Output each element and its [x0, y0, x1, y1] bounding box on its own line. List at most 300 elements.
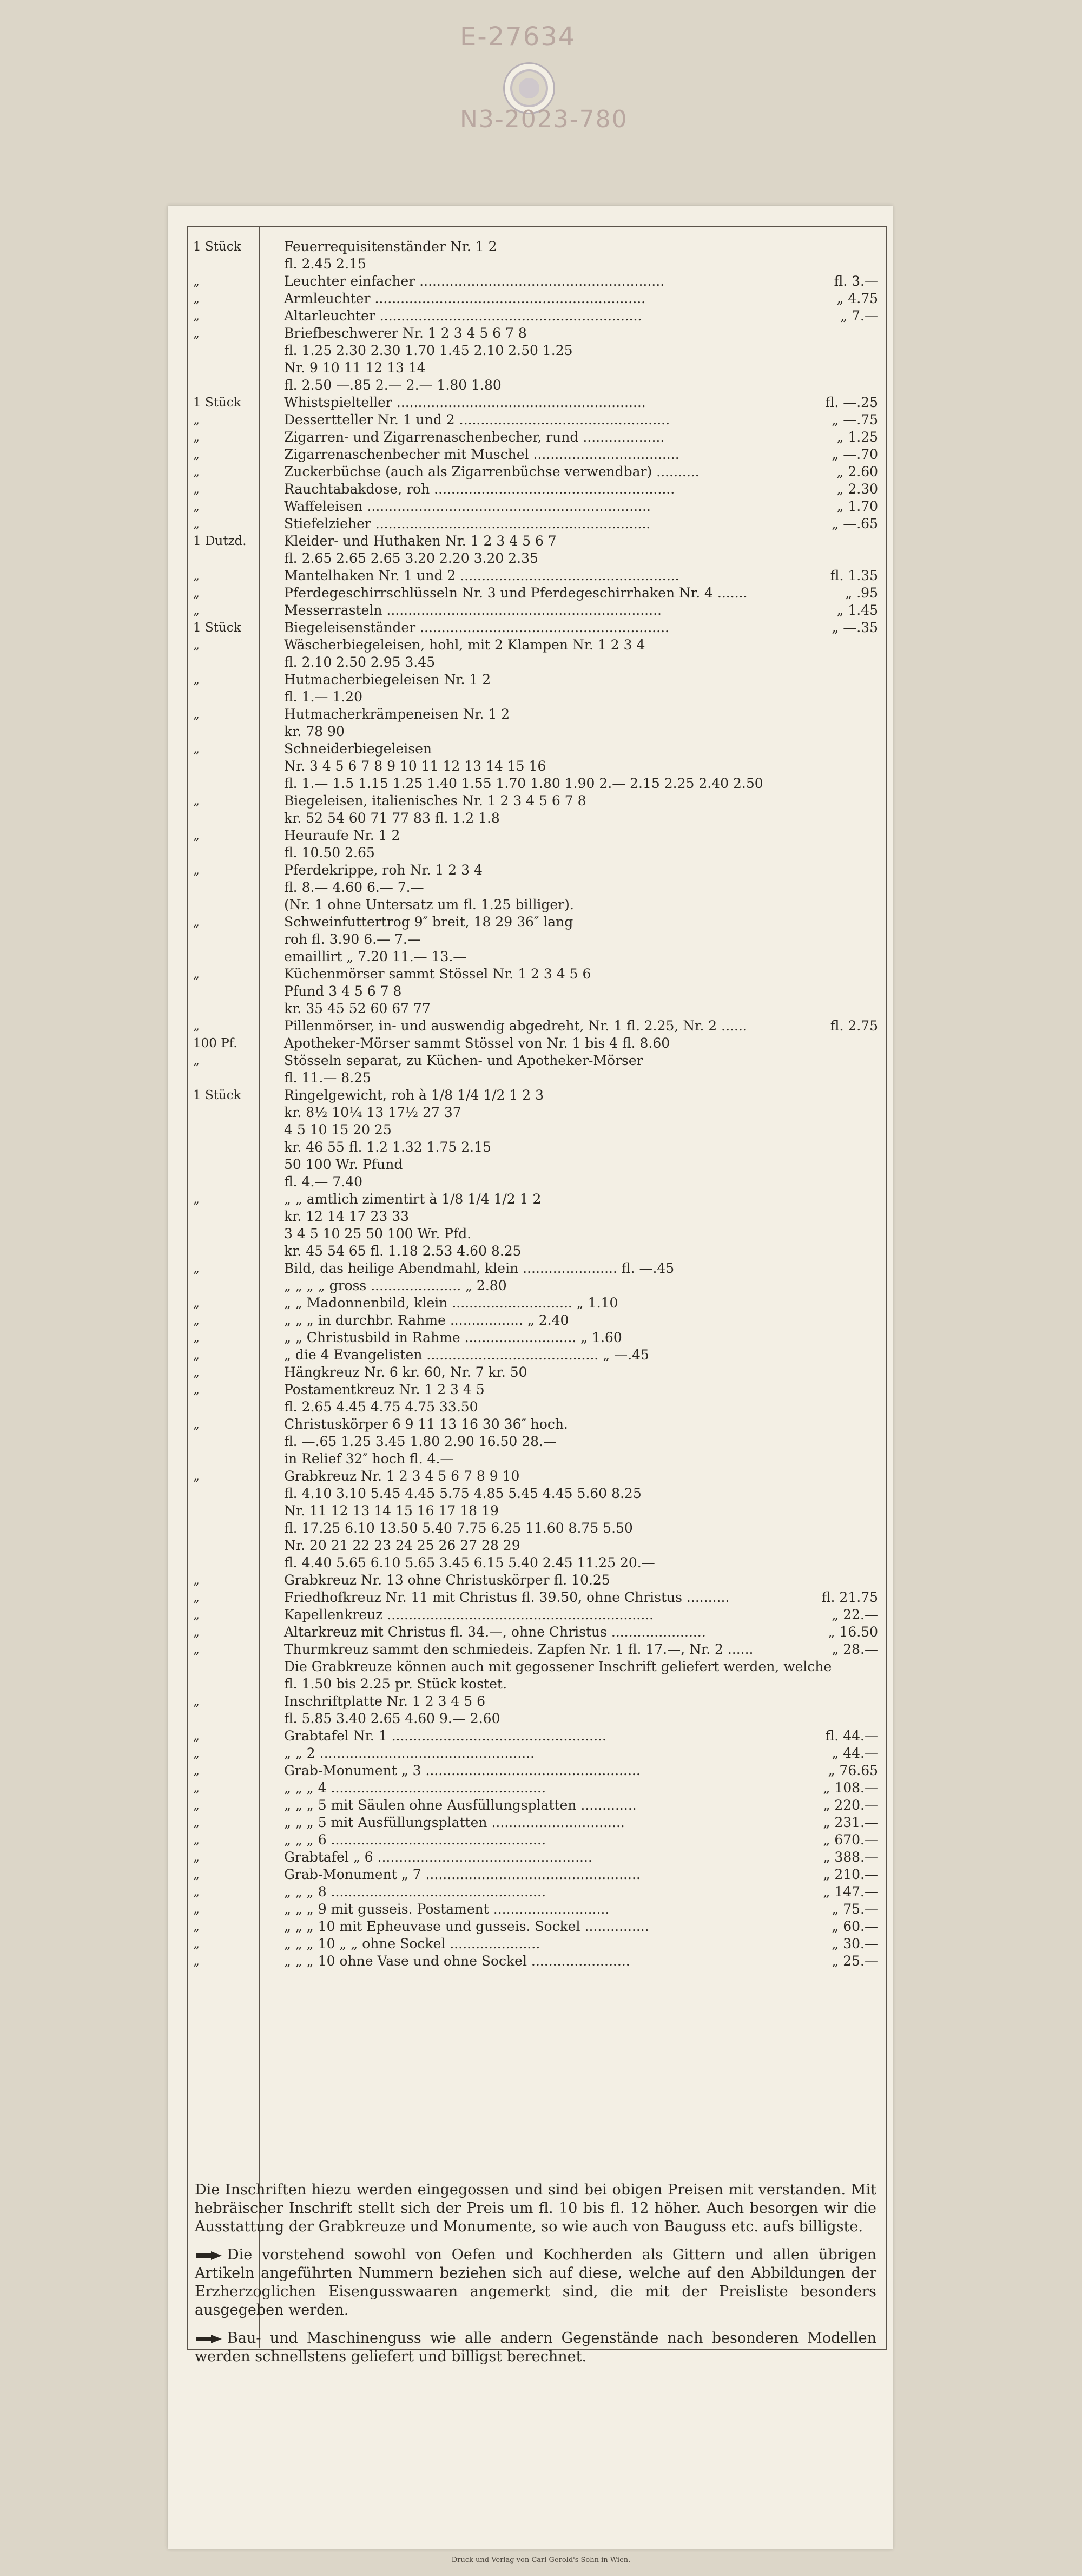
item-cell: fl. 1.25 2.30 2.30 1.70 1.45 2.10 2.50 1.25: [284, 343, 573, 358]
unit-cell: „: [193, 1573, 200, 1587]
table-row: [187, 325, 885, 342]
table-row: [187, 1416, 885, 1433]
unit-cell: „: [193, 638, 200, 652]
item-cell: fl. 2.45 2.15: [284, 256, 366, 272]
item-cell: fl. 2.50 —.85 2.— 2.— 1.80 1.80: [284, 377, 502, 393]
item-cell: „ „ „ 10 ohne Vase und ohne Sockel .......................: [284, 1953, 630, 1969]
item-cell: Altarleuchter .............................................................: [284, 308, 642, 324]
table-row: [187, 1520, 885, 1537]
item-cell: „ „ „ 8 ..................................................: [284, 1884, 546, 1900]
table-row: [187, 1849, 885, 1866]
table-row: [187, 1035, 885, 1052]
table-row: [187, 498, 885, 515]
price-cell: „ —.65: [832, 516, 878, 531]
unit-cell: „: [193, 1348, 200, 1362]
table-row: [187, 1953, 885, 1970]
table-row: [187, 862, 885, 879]
table-row: [187, 1173, 885, 1191]
price-cell: „ 30.—: [832, 1936, 878, 1951]
table-row: [187, 1693, 885, 1710]
price-cell: „ 2.60: [836, 464, 878, 479]
item-cell: „ „ Christusbild in Rahme .......................... „ 1.60: [284, 1330, 622, 1345]
table-row: [187, 1398, 885, 1416]
item-cell: (Nr. 1 ohne Untersatz um fl. 1.25 billiger).: [284, 897, 574, 912]
table-row: [187, 1762, 885, 1779]
price-cell: „ 220.—: [823, 1797, 878, 1813]
unit-cell: „: [193, 1383, 200, 1397]
table-row: [187, 827, 885, 844]
notes-section: [195, 2181, 876, 2376]
unit-cell: 1 Stück: [193, 1088, 241, 1102]
table-row: [187, 533, 885, 550]
item-cell: Kapellenkreuz ..............................................................: [284, 1607, 654, 1622]
pointing-hand-icon: [195, 2250, 223, 2261]
item-cell: Pfund 3 4 5 6 7 8: [284, 983, 402, 999]
item-cell: Zigarrenaschenbecher mit Muschel ..................................: [284, 446, 679, 462]
table-row: [187, 1294, 885, 1312]
item-cell: fl. 11.— 8.25: [284, 1070, 371, 1086]
item-cell: „ „ „ in durchbr. Rahme ................. „ 2.40: [284, 1312, 569, 1328]
table-row: [187, 290, 885, 307]
item-cell: „ „ amtlich zimentirt à 1/8 1/4 1/2 1 2: [284, 1191, 542, 1207]
item-cell: kr. 45 54 65 fl. 1.18 2.53 4.60 8.25: [284, 1243, 522, 1259]
table-row: [187, 1866, 885, 1883]
item-cell: „ „ „ 6 ..................................................: [284, 1832, 546, 1848]
table-row: [187, 602, 885, 619]
note-casting: [195, 2329, 876, 2366]
unit-cell: „: [193, 292, 200, 306]
item-cell: Postamentkreuz Nr. 1 2 3 4 5: [284, 1382, 485, 1397]
unit-cell: „: [193, 1469, 200, 1483]
table-row: [187, 1139, 885, 1156]
table-row: [187, 1883, 885, 1901]
item-cell: „ die 4 Evangelisten ........................................ „ —.45: [284, 1347, 649, 1363]
unit-cell: „: [193, 1902, 200, 1916]
item-cell: Wäscherbiegeleisen, hohl, mit 2 Klampen Nr. 1 2 3 4: [284, 637, 645, 653]
unit-cell: „: [193, 1261, 200, 1276]
unit-cell: „: [193, 500, 200, 514]
price-cell: „ 231.—: [823, 1815, 878, 1830]
unit-cell: „: [193, 1920, 200, 1934]
table-row: [187, 255, 885, 273]
unit-cell: „: [193, 1296, 200, 1310]
price-cell: „ 7.—: [840, 308, 878, 324]
item-cell: Grabtafel „ 6 ..................................................: [284, 1849, 592, 1865]
item-cell: Altarkreuz mit Christus fl. 34.—, ohne Christus ......................: [284, 1624, 706, 1640]
table-row: [187, 688, 885, 706]
price-cell: fl. —.25: [825, 395, 878, 410]
item-cell: Schweinfuttertrog 9″ breit, 18 29 36″ lang: [284, 914, 573, 930]
item-cell: Schneiderbiegeleisen: [284, 741, 432, 757]
unit-cell: 1 Dutzd.: [193, 534, 247, 548]
item-cell: Kleider- und Huthaken Nr. 1 2 3 4 5 6 7: [284, 533, 557, 549]
item-cell: Armleuchter ...............................................................: [284, 291, 646, 306]
item-cell: Grabkreuz Nr. 1 2 3 4 5 6 7 8 9 10: [284, 1468, 520, 1484]
price-cell: fl. 2.75: [830, 1018, 878, 1034]
item-cell: Stiefelzieher ................................................................: [284, 516, 651, 531]
item-cell: emaillirt „ 7.20 11.— 13.—: [284, 949, 467, 964]
unit-cell: „: [193, 465, 200, 479]
table-row: [187, 1277, 885, 1294]
item-cell: Pferdegeschirrschlüsseln Nr. 3 und Pferdegeschirrhaken Nr. 4 .......: [284, 585, 748, 601]
item-cell: Briefbeschwerer Nr. 1 2 3 4 5 6 7 8: [284, 325, 527, 341]
item-cell: „ „ „ 4 ..................................................: [284, 1780, 546, 1796]
table-row: [187, 1087, 885, 1104]
table-row: [187, 411, 885, 429]
printer-imprint: Druck und Verlag von Carl Gerold's Sohn in Wien.: [451, 2556, 631, 2564]
table-row: [187, 844, 885, 862]
unit-cell: „: [193, 448, 200, 462]
price-cell: „ 16.50: [828, 1624, 878, 1640]
price-cell: fl. 21.75: [821, 1589, 878, 1605]
price-cell: „ 210.—: [823, 1867, 878, 1882]
table-row: [187, 1831, 885, 1849]
price-cell: „ 2.30: [836, 481, 878, 497]
unit-cell: „: [193, 1365, 200, 1379]
unit-cell: „: [193, 1764, 200, 1778]
item-cell: Whistspielteller ..........................................................: [284, 395, 646, 410]
item-cell: „ „ 2 ..................................................: [284, 1745, 535, 1761]
table-row: [187, 723, 885, 740]
item-cell: „ „ Madonnenbild, klein ............................ „ 1.10: [284, 1295, 618, 1311]
archive-signature-line1: E-27634: [460, 22, 576, 52]
table-row: [187, 1260, 885, 1277]
item-cell: 3 4 5 10 25 50 100 Wr. Pfd.: [284, 1226, 472, 1241]
table-row: [187, 1485, 885, 1502]
price-cell: „ 28.—: [832, 1641, 878, 1657]
unit-cell: 1 Stück: [193, 621, 241, 635]
table-row: [187, 1935, 885, 1953]
table-row: [187, 758, 885, 775]
unit-cell: „: [193, 863, 200, 877]
price-cell: „ 147.—: [823, 1884, 878, 1900]
unit-cell: „: [193, 1816, 200, 1830]
table-row: [187, 1675, 885, 1693]
unit-cell: „: [193, 1746, 200, 1760]
item-cell: fl. 17.25 6.10 13.50 5.40 7.75 6.25 11.60 8.75 5.50: [284, 1520, 633, 1536]
unit-cell: „: [193, 707, 200, 721]
item-cell: kr. 78 90: [284, 724, 345, 739]
item-cell: „ „ „ 5 mit Säulen ohne Ausfüllungsplatten .............: [284, 1797, 637, 1813]
item-cell: Nr. 3 4 5 6 7 8 9 10 11 12 13 14 15 16: [284, 758, 546, 774]
item-cell: fl. 2.65 4.45 4.75 4.75 33.50: [284, 1399, 478, 1415]
table-row: [187, 1468, 885, 1485]
item-cell: Hängkreuz Nr. 6 kr. 60, Nr. 7 kr. 50: [284, 1364, 527, 1380]
table-row: [187, 671, 885, 688]
item-cell: „ „ „ „ gross ..................... „ 2.80: [284, 1278, 507, 1293]
item-cell: Apotheker-Mörser sammt Stössel von Nr. 1 bis 4 fl. 8.60: [284, 1035, 670, 1051]
note-inscriptions: Die Inschriften hiezu werden eingegossen und sind bei obigen Preisen mit verstanden. Mit hebräischer Inschrift stellt sich der Preis um fl. 10 bis fl. 12 höher. Auch besorgen wir die Ausstattung der Grabkreuze und Monumente, so wie auch von Bauguss etc. aufs billigste.: [195, 2181, 876, 2235]
price-cell: „ —.35: [832, 620, 878, 635]
table-row: [187, 1225, 885, 1243]
unit-cell: „: [193, 1694, 200, 1708]
item-cell: Friedhofkreuz Nr. 11 mit Christus fl. 39.50, ohne Christus ..........: [284, 1589, 730, 1605]
table-row: [187, 273, 885, 290]
table-row: [187, 481, 885, 498]
item-cell: Biegeleisenständer ..........................................................: [284, 620, 669, 635]
table-row: [187, 706, 885, 723]
table-row: [187, 1727, 885, 1745]
price-cell: fl. 3.—: [834, 273, 878, 289]
archive-signature-line2: N3-2023-780: [460, 106, 628, 133]
item-cell: Inschriftplatte Nr. 1 2 3 4 5 6: [284, 1693, 486, 1709]
unit-cell: „: [193, 1868, 200, 1882]
item-cell: Messerrasteln ................................................................: [284, 602, 662, 618]
item-cell: fl. 4.10 3.10 5.45 4.45 5.75 4.85 5.45 4.45 5.60 8.25: [284, 1486, 642, 1501]
table-row: [187, 810, 885, 827]
table-row: [187, 584, 885, 602]
unit-cell: „: [193, 326, 200, 340]
table-row: [187, 1000, 885, 1017]
unit-cell: „: [193, 673, 200, 687]
unit-cell: „: [193, 1798, 200, 1812]
table-row: [187, 394, 885, 411]
table-row: [187, 1346, 885, 1364]
table-row: [187, 1017, 885, 1035]
unit-cell: „: [193, 603, 200, 617]
price-cell: „ 75.—: [832, 1901, 878, 1917]
price-cell: „ 108.—: [823, 1780, 878, 1796]
item-cell: in Relief 32″ hoch fl. 4.—: [284, 1451, 454, 1467]
item-cell: Grab-Monument „ 7 ..................................................: [284, 1867, 641, 1882]
item-cell: fl. 8.— 4.60 6.— 7.—: [284, 879, 424, 895]
table-row: [187, 1450, 885, 1468]
table-row: [187, 1069, 885, 1087]
item-cell: Nr. 11 12 13 14 15 16 17 18 19: [284, 1503, 499, 1519]
unit-cell: „: [193, 1608, 200, 1622]
note-numbers-text: Die vorstehend sowohl von Oefen und Kochherden als Gittern und allen übrigen Artikeln angeführten Nummern beziehen sich auf diese, welche auf den Abbildungen der Erzherzoglichen Eisengusswaaren angemerkt sind, die mit der Preisliste besonders ausgegeben werden.: [195, 2246, 876, 2318]
item-cell: Thurmkreuz sammt den schmiedeis. Zapfen Nr. 1 fl. 17.—, Nr. 2 ......: [284, 1641, 754, 1657]
table-row: [187, 1797, 885, 1814]
item-cell: Zuckerbüchse (auch als Zigarrenbüchse verwendbar) ..........: [284, 464, 700, 479]
table-row: [187, 359, 885, 377]
table-row: [187, 342, 885, 359]
unit-cell: „: [193, 1054, 200, 1068]
unit-cell: „: [193, 1417, 200, 1431]
unit-cell: „: [193, 915, 200, 929]
unit-cell: „: [193, 1729, 200, 1743]
item-cell: Pferdekrippe, roh Nr. 1 2 3 4: [284, 862, 483, 878]
price-cell: „ 1.45: [836, 602, 878, 618]
unit-cell: „: [193, 1313, 200, 1328]
item-cell: Rauchtabakdose, roh ........................................................: [284, 481, 675, 497]
table-row: [187, 1208, 885, 1225]
item-cell: „ „ „ 10 „ „ ohne Sockel .....................: [284, 1936, 540, 1951]
table-row: [187, 1121, 885, 1139]
item-cell: „ „ „ 10 mit Epheuvase und gusseis. Sockel ...............: [284, 1918, 649, 1934]
item-cell: Hutmacherkrämpeneisen Nr. 1 2: [284, 706, 510, 722]
table-row: [187, 1052, 885, 1069]
table-row: [187, 965, 885, 983]
unit-cell: „: [193, 1954, 200, 1968]
unit-cell: „: [193, 829, 200, 843]
price-cell: „ 1.70: [836, 498, 878, 514]
table-row: [187, 1537, 885, 1554]
table-row: [187, 1554, 885, 1572]
item-cell: fl. 2.10 2.50 2.95 3.45: [284, 654, 436, 670]
item-cell: kr. 12 14 17 23 33: [284, 1208, 410, 1224]
item-cell: fl. 1.— 1.5 1.15 1.25 1.40 1.55 1.70 1.80 1.90 2.— 2.15 2.25 2.40 2.50: [284, 776, 763, 791]
table-row: [187, 238, 885, 255]
table-row: [187, 463, 885, 481]
table-row: [187, 636, 885, 654]
table-row: [187, 775, 885, 792]
item-cell: Pillenmörser, in- und auswendig abgedreht, Nr. 1 fl. 2.25, Nr. 2 ......: [284, 1018, 747, 1034]
item-cell: fl. 4.40 5.65 6.10 5.65 3.45 6.15 5.40 2.45 11.25 20.—: [284, 1555, 655, 1570]
table-row: [187, 1433, 885, 1450]
unit-cell: „: [193, 1937, 200, 1951]
price-cell: „ 388.—: [823, 1849, 878, 1865]
table-row: [187, 1901, 885, 1918]
unit-cell: „: [193, 274, 200, 288]
item-cell: Biegeleisen, italienisches Nr. 1 2 3 4 5 6 7 8: [284, 793, 586, 809]
item-cell: Zigarren- und Zigarrenaschenbecher, rund ...................: [284, 429, 665, 445]
price-cell: „ 44.—: [832, 1745, 878, 1761]
table-row: [187, 1572, 885, 1589]
item-cell: Bild, das heilige Abendmahl, klein ...................... fl. —.45: [284, 1260, 675, 1276]
item-cell: Grab-Monument „ 3 ..................................................: [284, 1763, 641, 1778]
unit-cell: „: [193, 1591, 200, 1605]
item-cell: kr. 35 45 52 60 67 77: [284, 1001, 431, 1016]
table-row: [187, 948, 885, 965]
table-row: [187, 879, 885, 896]
table-row: [187, 1814, 885, 1831]
unit-cell: „: [193, 1781, 200, 1795]
item-cell: „ „ „ 9 mit gusseis. Postament ...........................: [284, 1901, 610, 1917]
table-row: [187, 914, 885, 931]
unit-cell: „: [193, 1625, 200, 1639]
item-cell: fl. 1.— 1.20: [284, 689, 363, 705]
table-row: [187, 377, 885, 394]
note-numbers: [195, 2246, 876, 2319]
table-row: [187, 792, 885, 810]
item-cell: Heuraufe Nr. 1 2: [284, 827, 400, 843]
table-row: [187, 1381, 885, 1398]
unit-cell: „: [193, 742, 200, 756]
item-cell: Nr. 20 21 22 23 24 25 26 27 28 29: [284, 1537, 520, 1553]
unit-cell: 100 Pf.: [193, 1036, 237, 1050]
unit-cell: „: [193, 794, 200, 808]
unit-cell: „: [193, 1833, 200, 1847]
item-cell: Christuskörper 6 9 11 13 16 30 36″ hoch.: [284, 1416, 568, 1432]
table-row: [187, 983, 885, 1000]
unit-cell: „: [193, 1192, 200, 1206]
unit-cell: „: [193, 1642, 200, 1657]
item-cell: kr. 8½ 10¼ 13 17½ 27 37: [284, 1105, 461, 1120]
unit-cell: „: [193, 1019, 200, 1033]
price-cell: „ 670.—: [823, 1832, 878, 1848]
table-row: [187, 654, 885, 671]
item-cell: fl. 2.65 2.65 2.65 3.20 2.20 3.20 2.35: [284, 550, 538, 566]
item-cell: Waffeleisen ..................................................................: [284, 498, 651, 514]
table-row: [187, 515, 885, 533]
item-cell: Ringelgewicht, roh à 1/8 1/4 1/2 1 2 3: [284, 1087, 544, 1103]
item-cell: fl. —.65 1.25 3.45 1.80 2.90 16.50 28.—: [284, 1434, 557, 1449]
table-row: [187, 1624, 885, 1641]
table-row: [187, 931, 885, 948]
table-row: [187, 1779, 885, 1797]
table-row: [187, 1745, 885, 1762]
table-row: [187, 446, 885, 463]
unit-cell: „: [193, 967, 200, 981]
unit-cell: „: [193, 430, 200, 444]
table-row: [187, 1502, 885, 1520]
table-row: [187, 1641, 885, 1658]
price-table: [187, 238, 885, 1970]
unit-cell: „: [193, 1885, 200, 1899]
unit-cell: „: [193, 413, 200, 427]
item-cell: Dessertteller Nr. 1 und 2 .................................................: [284, 412, 670, 428]
table-row: [187, 740, 885, 758]
item-cell: Die Grabkreuze können auch mit gegossener Inschrift geliefert werden, welche: [284, 1659, 832, 1674]
item-cell: Stösseln separat, zu Küchen- und Apotheker-Mörser: [284, 1053, 643, 1068]
table-row: [187, 1606, 885, 1624]
item-cell: fl. 4.— 7.40: [284, 1174, 363, 1190]
unit-cell: 1 Stück: [193, 396, 241, 410]
item-cell: fl. 1.50 bis 2.25 pr. Stück kostet.: [284, 1676, 507, 1692]
table-row: [187, 896, 885, 914]
item-cell: 4 5 10 15 20 25: [284, 1122, 392, 1138]
item-cell: kr. 46 55 fl. 1.2 1.32 1.75 2.15: [284, 1139, 491, 1155]
price-cell: „ —.70: [832, 446, 878, 462]
item-cell: Mantelhaken Nr. 1 und 2 ...................................................: [284, 568, 679, 583]
table-row: [187, 1312, 885, 1329]
table-row: [187, 619, 885, 636]
unit-cell: „: [193, 517, 200, 531]
item-cell: roh fl. 3.90 6.— 7.—: [284, 931, 421, 947]
price-cell: „ 25.—: [832, 1953, 878, 1969]
item-cell: fl. 5.85 3.40 2.65 4.60 9.— 2.60: [284, 1711, 500, 1726]
unit-cell: „: [193, 309, 200, 323]
item-cell: Grabtafel Nr. 1 ..................................................: [284, 1728, 606, 1744]
price-cell: „ 60.—: [832, 1918, 878, 1934]
unit-cell: „: [193, 482, 200, 496]
table-row: [187, 1243, 885, 1260]
table-row: [187, 1156, 885, 1173]
unit-cell: „: [193, 586, 200, 600]
unit-cell: „: [193, 569, 200, 583]
table-row: [187, 1658, 885, 1675]
table-row: [187, 567, 885, 584]
unit-cell: 1 Stück: [193, 240, 241, 254]
price-cell: „ 76.65: [828, 1763, 878, 1778]
item-cell: Nr. 9 10 11 12 13 14: [284, 360, 426, 376]
table-row: [187, 1364, 885, 1381]
item-cell: Hutmacherbiegeleisen Nr. 1 2: [284, 672, 491, 687]
table-row: [187, 1329, 885, 1346]
note-casting-text: Bau- und Maschinenguss wie alle andern Gegenstände nach besonderen Modellen werden schnellstens geliefert und billigst berechnet.: [195, 2330, 876, 2365]
table-row: [187, 1191, 885, 1208]
item-cell: kr. 52 54 60 71 77 83 fl. 1.2 1.8: [284, 810, 500, 826]
item-cell: 50 100 Wr. Pfund: [284, 1156, 403, 1172]
price-cell: „ .95: [845, 585, 878, 601]
table-row: [187, 1104, 885, 1121]
pointing-hand-icon: [195, 2334, 223, 2344]
item-cell: Küchenmörser sammt Stössel Nr. 1 2 3 4 5 6: [284, 966, 591, 982]
table-row: [187, 1710, 885, 1727]
unit-cell: „: [193, 1331, 200, 1345]
table-row: [187, 550, 885, 567]
price-cell: „ —.75: [832, 412, 878, 428]
table-row: [187, 307, 885, 325]
price-cell: „ 22.—: [832, 1607, 878, 1622]
price-cell: „ 4.75: [836, 291, 878, 306]
table-row: [187, 429, 885, 446]
price-cell: fl. 1.35: [830, 568, 878, 583]
unit-cell: „: [193, 1850, 200, 1864]
table-row: [187, 1918, 885, 1935]
item-cell: Feuerrequisitenständer Nr. 1 2: [284, 239, 497, 254]
